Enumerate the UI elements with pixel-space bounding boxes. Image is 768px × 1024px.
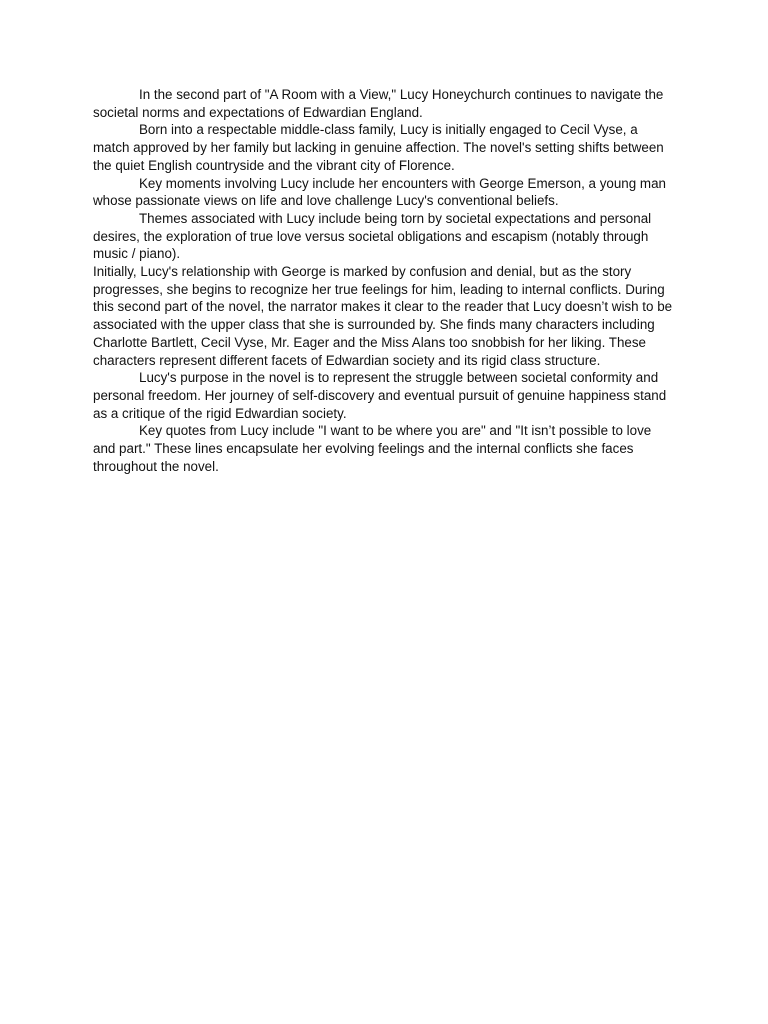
paragraph-relationship: Initially, Lucy's relationship with George is marked by confusion and denial, but as the story progresses, she begins to recognize her true feelings for him, leading to internal conflicts. During this second part of the novel, the narrator makes it clear to the reader that Lucy doesn’t wish to be associated with the upper class that she is surrounded by. She finds many characters including Charlotte Bartlett, Cecil Vyse, Mr. Eager and the Miss Alans too snobbish for her liking. These characters represent different facets of Edwardian society and its rigid class structure. — [93, 264, 673, 368]
document-body — [93, 86, 675, 475]
paragraph-key-moments: Key moments involving Lucy include her encounters with George Emerson, a young man whose passionate views on life and love challenge Lucy's conventional beliefs. — [93, 175, 666, 209]
paragraph-purpose: Lucy's purpose in the novel is to represent the struggle between societal conformity and personal freedom. Her journey of self-discovery and eventual pursuit of genuine happiness stand as a critique of the rigid Edwardian society. — [93, 370, 667, 421]
paragraph-themes: Themes associated with Lucy include being torn by societal expectations and personal desires, the exploration of true love versus societal obligations and escapism (notably through music / piano). — [93, 210, 652, 262]
paragraph-intro: In the second part of "A Room with a View," Lucy Honeychurch continues to navigate the societal norms and expectations of Edwardian England. — [93, 87, 664, 120]
paragraph-key-quotes: Key quotes from Lucy include "I want to be where you are" and "It isn’t possible to love and part." These lines encapsulate her evolving feelings and the internal conflicts she faces throughout the novel. — [93, 423, 652, 474]
paragraph-background: Born into a respectable middle-class family, Lucy is initially engaged to Cecil Vyse, a match approved by her family but lacking in genuine affection. The novel's setting shifts between the quiet English countryside and the vibrant city of Florence. — [93, 122, 664, 173]
